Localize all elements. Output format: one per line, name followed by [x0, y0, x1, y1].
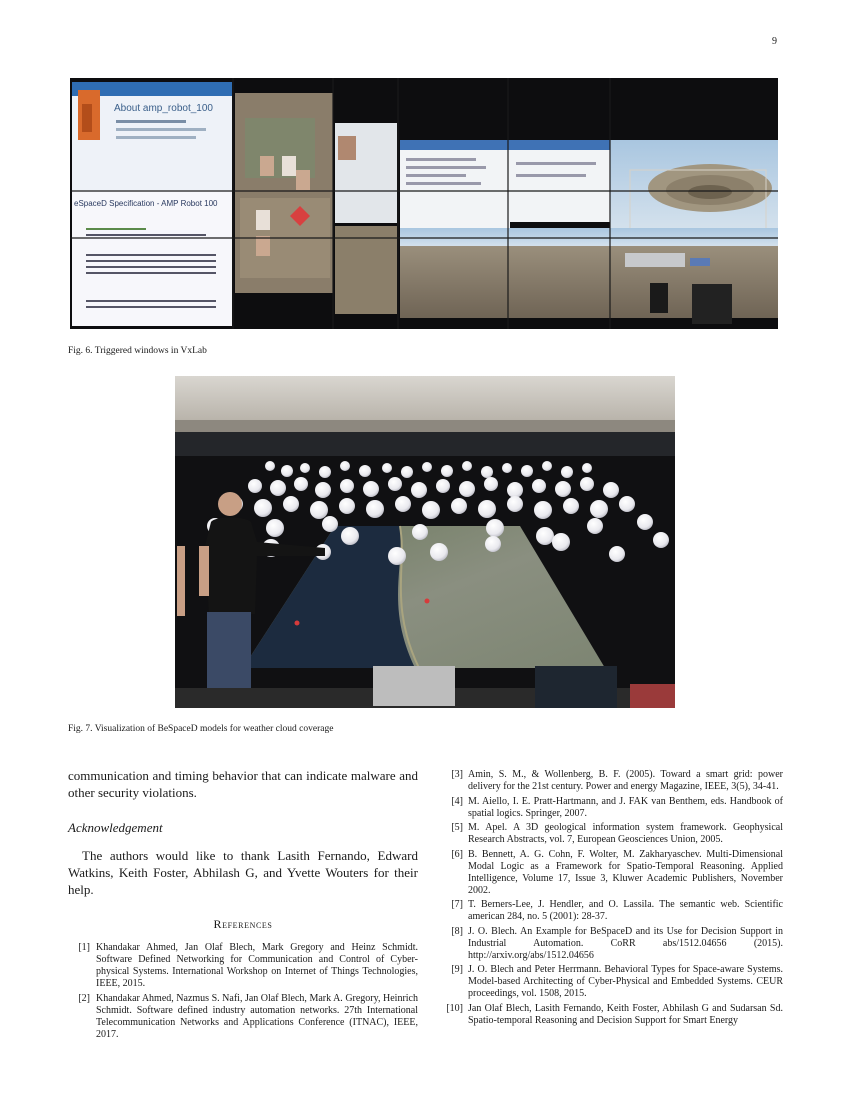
reference-item [438, 964, 783, 1000]
reference-number: [9] [451, 964, 463, 975]
fig6-screen-title: About amp_robot_100 [114, 103, 213, 114]
reference-item [68, 942, 418, 990]
reference-item [438, 849, 783, 897]
acknowledgement-heading: Acknowledgement [68, 820, 163, 835]
reference-text: B. Bennett, A. G. Cohn, F. Wolter, M. Zakharyaschev. Multi-Dimensional Modal Logic as a Framework for Spatio-Temporal Reasoning. Applied Intelligence, Volume 17, Issue 3, Kluwer Academic Publishers, November 2002. [468, 848, 783, 896]
cloud-visualization-illustration [175, 376, 675, 708]
reference-text: J. O. Blech and Peter Herrmann. Behavioral Types for Space-aware Systems. Model-based Architecting of Cyber-Physical and Embedded Systems. CEUR proceedings, vol. 1508, 2015. [468, 964, 783, 999]
reference-text: Amin, S. M., & Wollenberg, B. F. (2005). Toward a smart grid: power delivery for the 21st century. Power and energy Magazine, IEEE, 3(5), 34-41. [468, 769, 783, 792]
figure-7-caption: Fig. 7. Visualization of BeSpaceD models for weather cloud coverage [68, 724, 334, 734]
figure-6-caption: Fig. 6. Triggered windows in VxLab [68, 346, 207, 356]
reference-item [438, 822, 783, 846]
reference-text: M. Aiello, I. E. Pratt-Hartmann, and J. FAK van Benthem, eds. Handbook of spatial logics. Springer, 2007. [468, 795, 783, 819]
video-wall-illustration [70, 78, 778, 329]
reference-text: M. Apel. A 3D geological information system framework. Geophysical Research Abstracts, vol. 7, European Geosciences Union, 2005. [468, 822, 783, 845]
reference-number: [3] [451, 769, 463, 780]
references-heading: References [213, 917, 273, 931]
reference-number: [6] [451, 848, 463, 860]
reference-number: [1] [78, 942, 90, 953]
right-column [438, 769, 783, 1029]
reference-item [438, 899, 783, 923]
reference-item [438, 926, 783, 962]
reference-text: J. O. Blech. An Example for BeSpaceD and its Use for Decision Support in Industrial Automation. CoRR abs/1512.04656 (2015). http://arxiv.org/abs/1512.04656 [468, 925, 783, 961]
page-number: 9 [772, 36, 777, 47]
reference-item [438, 769, 783, 793]
reference-text: Jan Olaf Blech, Lasith Fernando, Keith Foster, Abhilash G and Sudarsan Sd. Spatio-temporal Reasoning and Decision Support for Smart Energy [468, 1002, 783, 1026]
acknowledgement-text: The authors would like to thank Lasith Fernando, Edward Watkins, Keith Foster, Abhilash G, and Yvette Wouters for their help. [68, 848, 418, 897]
reference-list-right [438, 769, 783, 1027]
reference-item [68, 993, 418, 1041]
reference-text: Khandakar Ahmed, Jan Olaf Blech, Mark Gregory and Heinz Schmidt. Software Defined Networking for Communication and Control of Cyber-physical Systems. International Workshop on Internet of Things Technologies, IEEE, 2015. [96, 942, 418, 989]
figure-7-photo [175, 376, 675, 708]
reference-item [438, 1003, 783, 1027]
fig6-spec-title: eSpaceD Specification - AMP Robot 100 [74, 199, 218, 208]
reference-number: [4] [451, 795, 463, 807]
reference-list-left [68, 942, 418, 1041]
reference-number: [2] [78, 992, 90, 1004]
figure-6-photo [70, 78, 778, 329]
left-column [68, 767, 418, 1043]
reference-number: [10] [446, 1002, 463, 1014]
reference-text: T. Berners-Lee, J. Hendler, and O. Lassila. The semantic web. Scientific american 284, no. 5 (2001): 28-37. [468, 899, 783, 922]
reference-number: [8] [451, 925, 463, 937]
reference-item [438, 796, 783, 820]
reference-number: [5] [451, 822, 463, 833]
reference-text: Khandakar Ahmed, Nazmus S. Nafi, Jan Olaf Blech, Mark A. Gregory, Heinrich Schmidt. Software defined industry automation networks. 27th International Telecommunication Networks and Applications Conference (ITNAC), IEEE, 2017. [96, 992, 418, 1040]
body-paragraph: communication and timing behavior that can indicate malware and other security violations. [68, 768, 418, 800]
reference-number: [7] [451, 899, 463, 910]
